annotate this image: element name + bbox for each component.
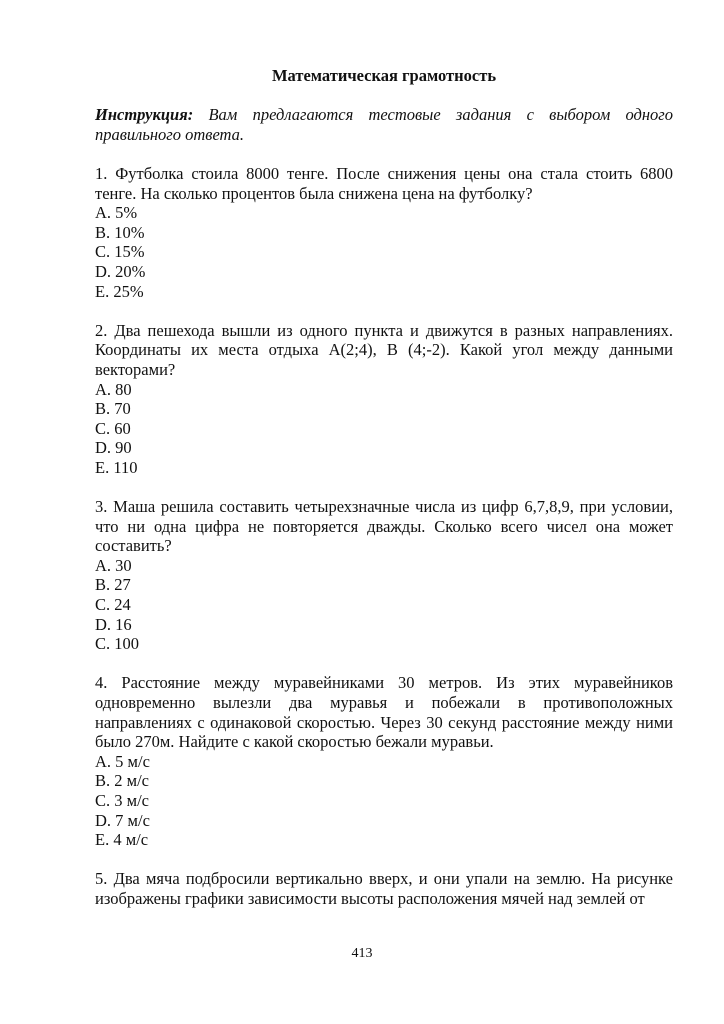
question-1 xyxy=(95,164,673,301)
answer-option: A. 5 м/с xyxy=(95,751,150,771)
page-number: 413 xyxy=(351,946,373,961)
answer-option: C. 15% xyxy=(95,242,145,262)
question-5 xyxy=(95,869,673,908)
answer-option: B. 70 xyxy=(95,399,131,419)
document-title: Математическая грамотность xyxy=(271,66,497,85)
answer-option: D. 16 xyxy=(95,614,132,634)
question-3 xyxy=(95,497,673,654)
answer-option: A. 30 xyxy=(95,555,132,575)
question-text: 3. Маша решила составить четырехзначные числа из цифр 6,7,8,9, при условии, что ни одна цифра не повторяется дважды. Сколько всего чисел она может составить? xyxy=(95,497,673,556)
answer-option: C. 60 xyxy=(95,418,131,438)
instruction-label: Инструкция: xyxy=(95,105,194,125)
question-text: 1. Футболка стоила 8000 тенге. После снижения цены она стала стоить 6800 тенге. На сколько процентов была снижена цена на футболку? xyxy=(95,163,673,203)
answer-option: E. 4 м/с xyxy=(95,830,149,850)
question-2 xyxy=(95,321,673,478)
answer-option: C. 24 xyxy=(95,595,131,615)
question-text: 2. Два пешехода вышли из одного пункта и движутся в разных направлениях. Координаты их места отдыха A(2;4), B (4;-2). Какой угол между данными векторами? xyxy=(95,320,673,379)
answer-option: B. 10% xyxy=(95,222,145,242)
instruction xyxy=(95,105,673,144)
answer-option: C. 100 xyxy=(95,634,140,654)
answer-option: D. 20% xyxy=(95,261,146,281)
answer-option: B. 27 xyxy=(95,575,131,595)
answer-option: A. 80 xyxy=(95,379,132,399)
answer-option: B. 2 м/с xyxy=(95,771,149,791)
answer-option: E. 25% xyxy=(95,281,144,301)
instruction-text: Вам предлагаются тестовые задания с выбором одного правильного ответа. xyxy=(95,105,673,144)
question-text: 5. Два мяча подбросили вертикально вверх, и они упали на землю. На рисунке изображены графики зависимости высоты расположения мячей над землей от xyxy=(95,869,673,908)
question-text: 4. Расстояние между муравейниками 30 метров. Из этих муравейников одновременно вылезли два муравья и побежали в противоположных направлениях с одинаковой скоростью. Через 30 секунд расстояние между ними было 270м. Найдите с какой скоростью бежали муравьи. xyxy=(95,673,673,752)
answer-option: C. 3 м/с xyxy=(95,790,149,810)
answer-option: D. 90 xyxy=(95,438,132,458)
answer-option: D. 7 м/с xyxy=(95,810,150,830)
question-4 xyxy=(95,673,673,849)
answer-option: A. 5% xyxy=(95,203,138,223)
document-page xyxy=(95,66,673,928)
answer-option: E. 110 xyxy=(95,457,138,477)
